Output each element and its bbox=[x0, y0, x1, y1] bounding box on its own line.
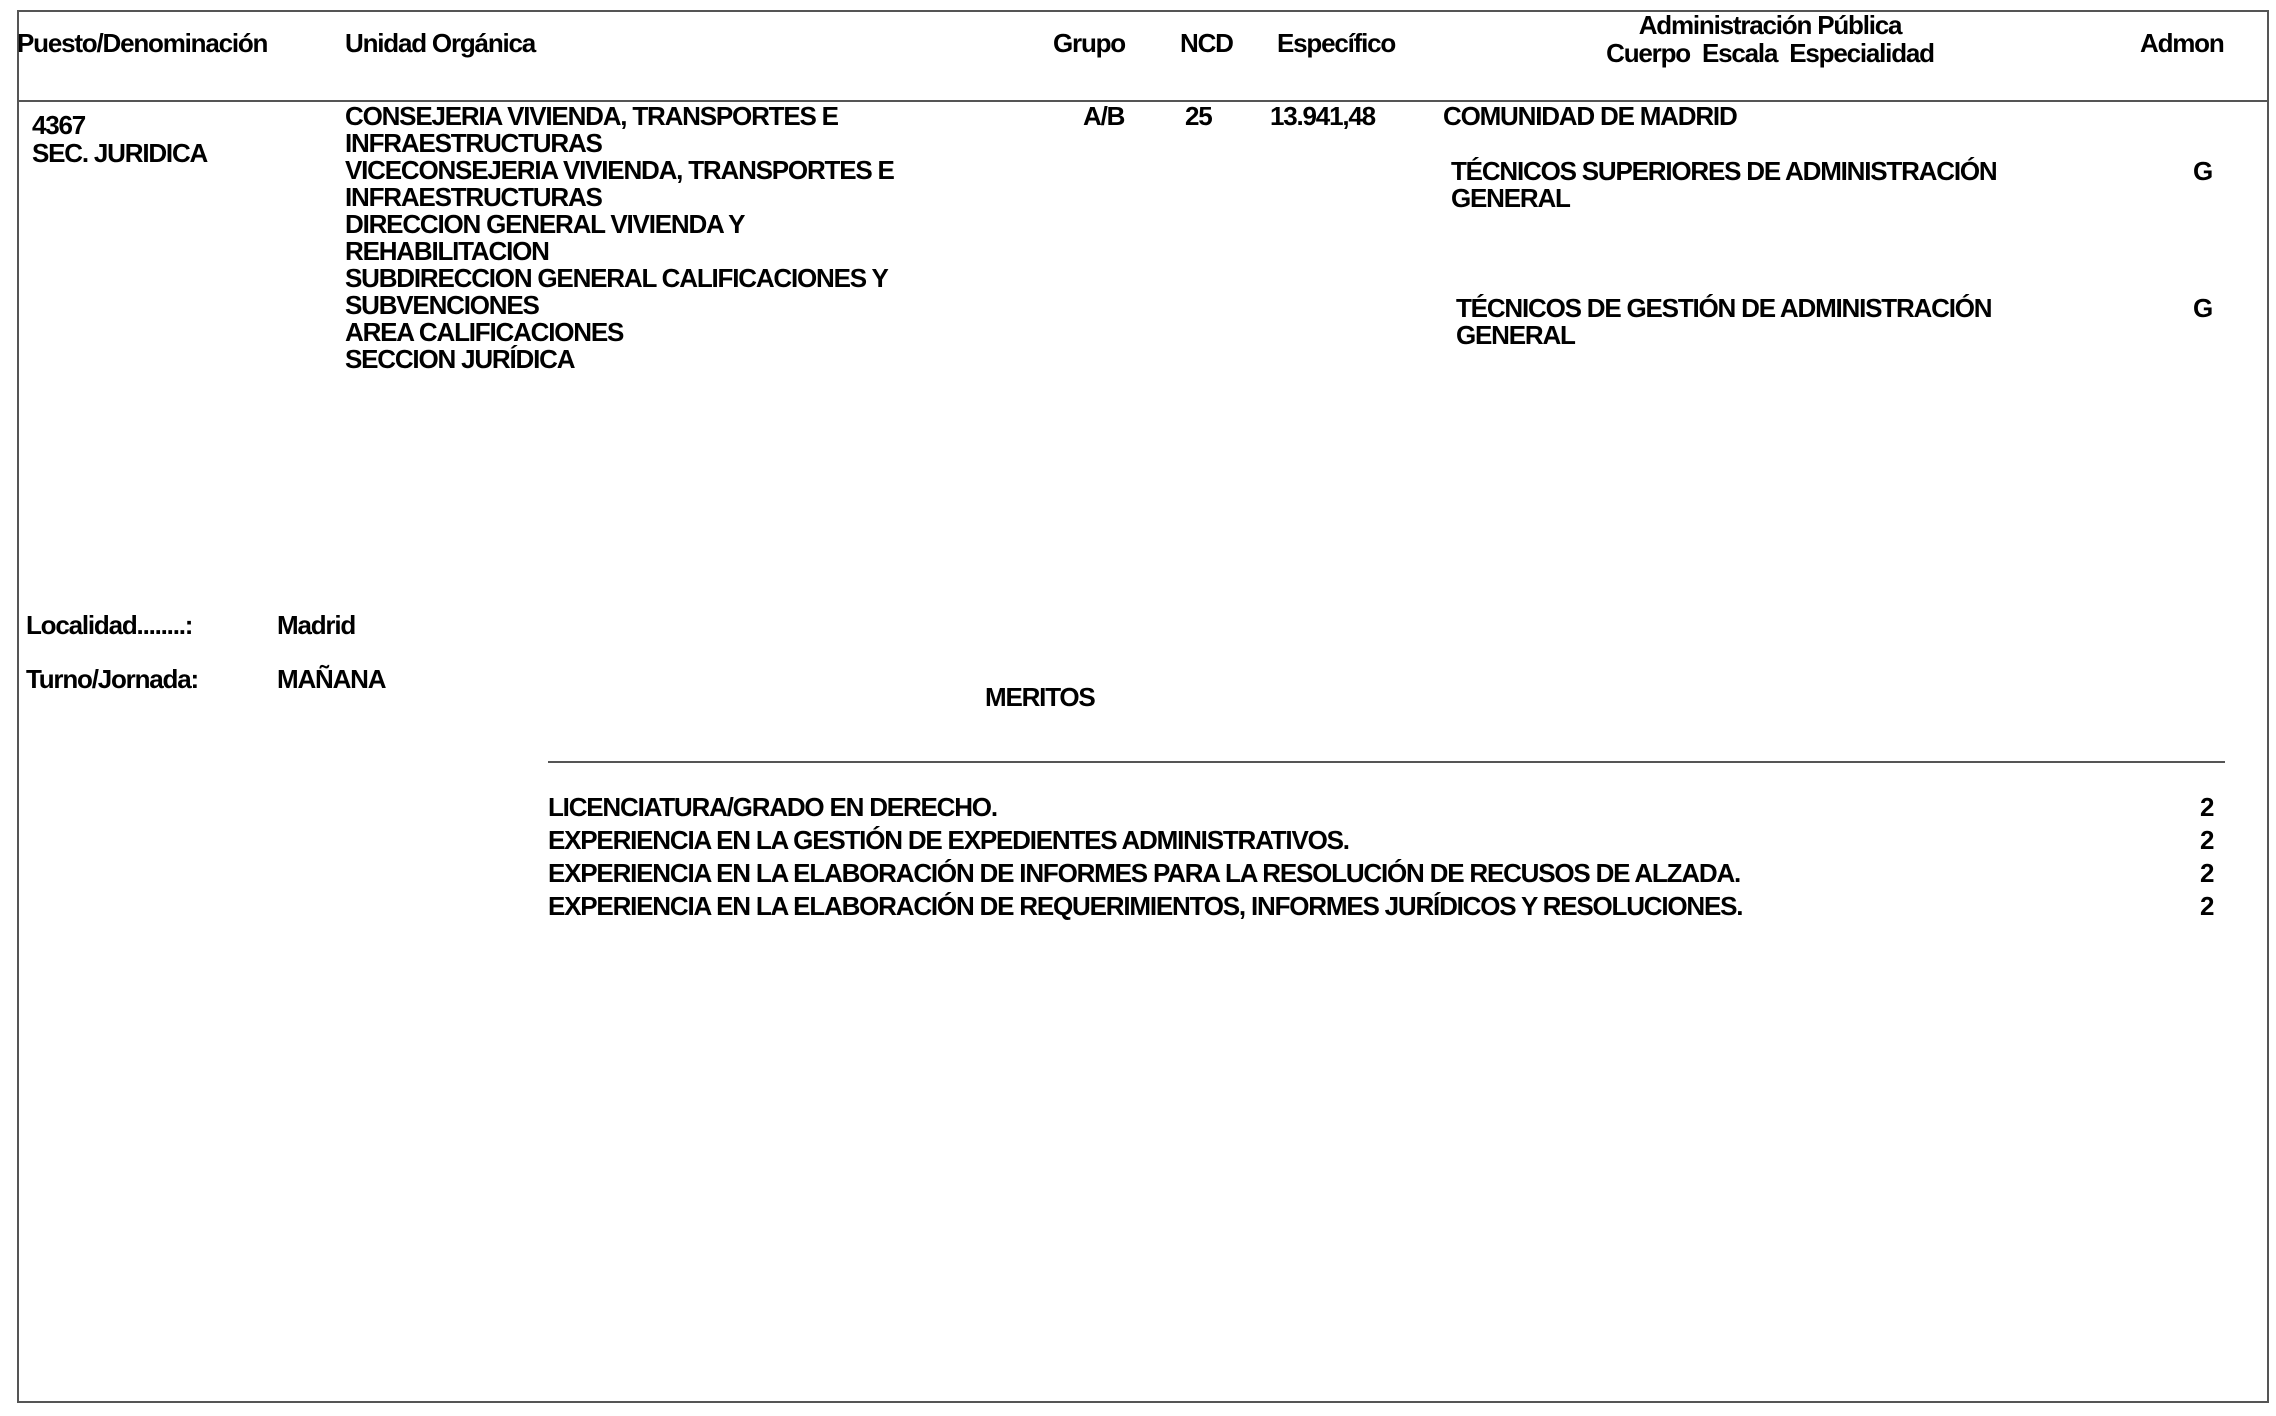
turno-value: MAÑANA bbox=[277, 664, 386, 694]
cuerpo-admon: G bbox=[2193, 293, 2213, 323]
localidad-label: Localidad........: bbox=[26, 610, 193, 640]
header-especifico: Específico bbox=[1277, 28, 1396, 58]
header-cuerpo-escala: Cuerpo Escala Especialidad bbox=[1606, 38, 1934, 68]
cuerpo-line: GENERAL bbox=[1456, 320, 1575, 350]
localidad-value: Madrid bbox=[277, 610, 356, 640]
merito-text: EXPERIENCIA EN LA ELABORACIÓN DE REQUERIMIENTOS, INFORMES JURÍDICOS Y RESOLUCIONES. bbox=[548, 891, 1743, 921]
cuerpo-line: TÉCNICOS SUPERIORES DE ADMINISTRACIÓN bbox=[1451, 156, 1997, 186]
header-grupo: Grupo bbox=[1053, 28, 1125, 58]
grupo-value: A/B bbox=[1083, 101, 1125, 131]
cuerpo-entry bbox=[1456, 295, 1991, 349]
unidad-line: VICECONSEJERIA VIVIENDA, TRANSPORTES E bbox=[345, 155, 894, 185]
merito-points: 2 bbox=[2200, 858, 2214, 888]
unidad-line: INFRAESTRUCTURAS bbox=[345, 128, 602, 158]
meritos-title: MERITOS bbox=[985, 682, 1095, 712]
header-admon: Admon bbox=[2140, 28, 2224, 58]
unidad-line: SUBVENCIONES bbox=[345, 290, 539, 320]
header-puesto: Puesto/Denominación bbox=[17, 28, 268, 58]
merito-text: EXPERIENCIA EN LA ELABORACIÓN DE INFORMES PARA LA RESOLUCIÓN DE RECUSOS DE ALZADA. bbox=[548, 858, 1741, 888]
merito-text: EXPERIENCIA EN LA GESTIÓN DE EXPEDIENTES ADMINISTRATIVOS. bbox=[548, 825, 1349, 855]
merito-points: 2 bbox=[2200, 825, 2214, 855]
unidad-line: DIRECCION GENERAL VIVIENDA Y bbox=[345, 209, 745, 239]
merito-points: 2 bbox=[2200, 792, 2214, 822]
cuerpo-admon: G bbox=[2193, 156, 2213, 186]
header-ncd: NCD bbox=[1180, 28, 1233, 58]
unidad-line: REHABILITACION bbox=[345, 236, 549, 266]
meritos-divider bbox=[548, 761, 2225, 763]
merito-points: 2 bbox=[2200, 891, 2214, 921]
unidad-line: AREA CALIFICACIONES bbox=[345, 317, 624, 347]
ncd-value: 25 bbox=[1185, 101, 1212, 131]
header-admin-publica: Administración Pública bbox=[1638, 10, 1902, 40]
especifico-value: 13.941,48 bbox=[1270, 101, 1375, 131]
puesto-denominacion: SEC. JURIDICA bbox=[32, 138, 208, 168]
merito-text: LICENCIATURA/GRADO EN DERECHO. bbox=[548, 792, 997, 822]
cuerpo-line: TÉCNICOS DE GESTIÓN DE ADMINISTRACIÓN bbox=[1456, 293, 1992, 323]
administracion-value: COMUNIDAD DE MADRID bbox=[1443, 101, 1737, 131]
header-unidad: Unidad Orgánica bbox=[345, 28, 536, 58]
cuerpo-line: GENERAL bbox=[1451, 183, 1570, 213]
unidad-line: SUBDIRECCION GENERAL CALIFICACIONES Y bbox=[345, 263, 888, 293]
cuerpo-entry bbox=[1451, 158, 1996, 212]
unidad-line: INFRAESTRUCTURAS bbox=[345, 182, 602, 212]
unidad-line: SECCION JURÍDICA bbox=[345, 344, 575, 374]
puesto-code: 4367 bbox=[32, 110, 86, 140]
unidad-line: CONSEJERIA VIVIENDA, TRANSPORTES E bbox=[345, 101, 838, 131]
turno-label: Turno/Jornada: bbox=[26, 664, 198, 694]
unidad-organica bbox=[345, 103, 894, 373]
